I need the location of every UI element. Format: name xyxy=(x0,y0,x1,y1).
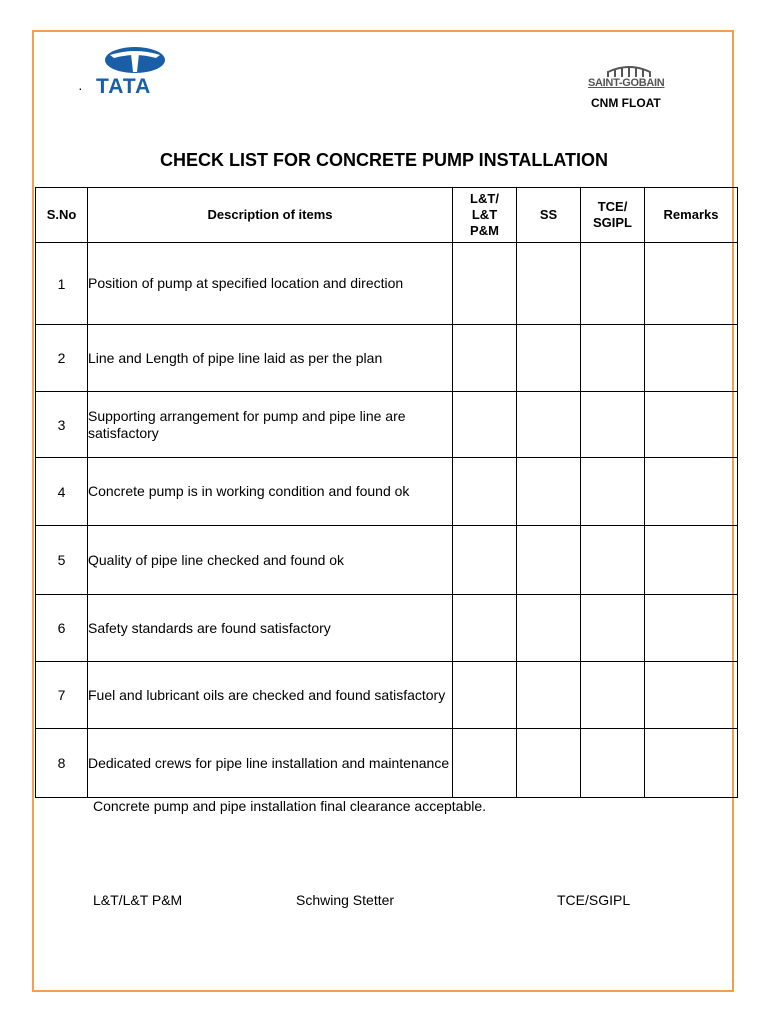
header-description: Description of items xyxy=(88,188,453,243)
cell-tce[interactable] xyxy=(581,243,645,325)
row-description: Quality of pipe line checked and found ok xyxy=(88,526,453,595)
header-lt-line3: P&M xyxy=(470,223,499,238)
building-arch-icon xyxy=(606,64,652,78)
table-row xyxy=(36,595,738,662)
row-description: Position of pump at specified location and direction xyxy=(88,243,453,325)
cell-remarks[interactable] xyxy=(645,526,738,595)
header-remarks: Remarks xyxy=(645,188,738,243)
cell-tce[interactable] xyxy=(581,526,645,595)
tata-logo xyxy=(96,46,176,98)
row-description: Dedicated crews for pipe line installation and maintenance xyxy=(88,729,453,798)
table-row xyxy=(36,243,738,325)
table-row xyxy=(36,729,738,798)
row-sno: 1 xyxy=(36,243,88,325)
saint-gobain-wordmark: SAINT-GOBAIN xyxy=(588,77,665,89)
cell-ss[interactable] xyxy=(517,325,581,392)
row-description: Safety standards are found satisfactory xyxy=(88,595,453,662)
signature-tce-sgipl: TCE/SGIPL xyxy=(557,892,631,908)
row-sno: 4 xyxy=(36,458,88,526)
table-row xyxy=(36,392,738,458)
cell-tce[interactable] xyxy=(581,458,645,526)
row-sno: 5 xyxy=(36,526,88,595)
saint-gobain-logo xyxy=(588,64,678,89)
table-header-row xyxy=(36,188,738,243)
cell-tce[interactable] xyxy=(581,729,645,798)
signature-schwing-stetter: Schwing Stetter xyxy=(296,892,395,908)
row-description: Fuel and lubricant oils are checked and found satisfactory xyxy=(88,662,453,729)
cell-tce[interactable] xyxy=(581,662,645,729)
row-sno: 3 xyxy=(36,392,88,458)
cell-ss[interactable] xyxy=(517,458,581,526)
cell-lt[interactable] xyxy=(453,729,517,798)
tata-emblem-icon xyxy=(104,46,166,74)
cell-lt[interactable] xyxy=(453,325,517,392)
table-row xyxy=(36,662,738,729)
cnm-float-label: CNM FLOAT xyxy=(591,96,661,110)
header-lt xyxy=(453,188,517,243)
cell-tce[interactable] xyxy=(581,392,645,458)
bullet-mark: · xyxy=(78,80,83,96)
header-tce xyxy=(581,188,645,243)
row-sno: 6 xyxy=(36,595,88,662)
cell-remarks[interactable] xyxy=(645,458,738,526)
row-sno: 2 xyxy=(36,325,88,392)
table-row xyxy=(36,325,738,392)
cell-remarks[interactable] xyxy=(645,595,738,662)
cell-lt[interactable] xyxy=(453,526,517,595)
cell-lt[interactable] xyxy=(453,595,517,662)
cell-ss[interactable] xyxy=(517,526,581,595)
header-sno: S.No xyxy=(36,188,88,243)
cell-tce[interactable] xyxy=(581,595,645,662)
row-description: Concrete pump is in working condition and found ok xyxy=(88,458,453,526)
cell-ss[interactable] xyxy=(517,662,581,729)
header-lt-line1: L&T/ xyxy=(470,191,499,206)
cell-lt[interactable] xyxy=(453,392,517,458)
cell-remarks[interactable] xyxy=(645,662,738,729)
header-tce-line2: SGIPL xyxy=(592,215,632,230)
cell-ss[interactable] xyxy=(517,392,581,458)
cell-tce[interactable] xyxy=(581,325,645,392)
cell-lt[interactable] xyxy=(453,662,517,729)
clearance-note: Concrete pump and pipe installation final clearance acceptable. xyxy=(93,798,487,814)
document-title: CHECK LIST FOR CONCRETE PUMP INSTALLATION xyxy=(160,150,608,170)
tata-wordmark: TATA xyxy=(96,75,152,98)
cell-ss[interactable] xyxy=(517,595,581,662)
cell-ss[interactable] xyxy=(517,729,581,798)
cell-lt[interactable] xyxy=(453,458,517,526)
row-description: Supporting arrangement for pump and pipe line are satisfactory xyxy=(88,392,453,458)
table-row xyxy=(36,458,738,526)
header-lt-line2: L&T xyxy=(471,207,498,222)
row-sno: 7 xyxy=(36,662,88,729)
cell-remarks[interactable] xyxy=(645,729,738,798)
cell-ss[interactable] xyxy=(517,243,581,325)
row-description: Line and Length of pipe line laid as per the plan xyxy=(88,325,453,392)
row-sno: 8 xyxy=(36,729,88,798)
signature-lt: L&T/L&T P&M xyxy=(93,892,183,908)
cell-remarks[interactable] xyxy=(645,243,738,325)
cell-remarks[interactable] xyxy=(645,325,738,392)
cell-remarks[interactable] xyxy=(645,392,738,458)
header-ss: SS xyxy=(517,188,581,243)
checklist-table xyxy=(35,187,738,798)
table-row xyxy=(36,526,738,595)
cell-lt[interactable] xyxy=(453,243,517,325)
header-tce-line1: TCE/ xyxy=(597,199,628,214)
